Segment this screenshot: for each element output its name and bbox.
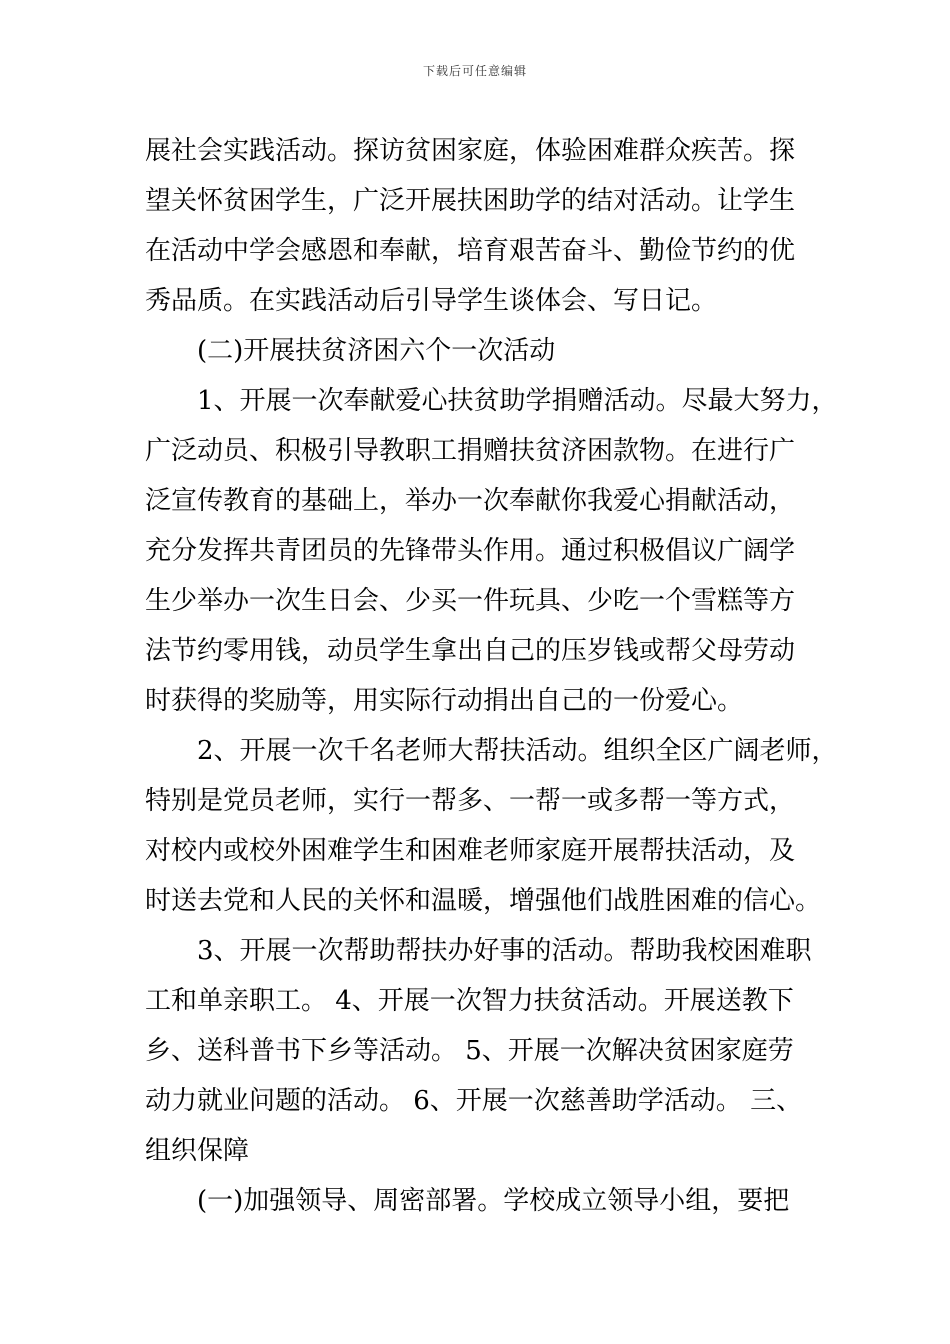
text-line: 特别是党员老师，实行一帮多、一帮一或多帮一等方式， <box>145 786 796 816</box>
text-line: 充分发挥共青团员的先锋带头作用。通过积极倡议广阔学 <box>145 536 796 566</box>
text-line: 泛宣传教育的基础上，举办一次奉献你我爱心捐献活动， <box>145 486 796 516</box>
text-line: 3、开展一次帮助帮扶办好事的活动。帮助我校困难职 <box>197 936 812 966</box>
page-header: 下载后可任意编辑 <box>422 64 527 78</box>
text-line: 生少举办一次生日会、少买一件玩具、少吃一个雪糕等方 <box>145 586 796 616</box>
text-line: 工和单亲职工。 4、开展一次智力扶贫活动。开展送教下 <box>145 986 794 1016</box>
text-line: 在活动中学会感恩和奉献，培育艰苦奋斗、勤俭节约的优 <box>145 236 796 266</box>
text-line: 广泛动员、积极引导教职工捐赠扶贫济困款物。在进行广 <box>145 436 796 466</box>
text-line: 乡、送科普书下乡等活动。 5、开展一次解决贫困家庭劳 <box>145 1036 794 1066</box>
text-line: 1、开展一次奉献爱心扶贫助学捐赠活动。尽最大努力， <box>197 386 838 416</box>
text-line: 望关怀贫困学生，广泛开展扶困助学的结对活动。让学生 <box>145 186 796 216</box>
section-heading: (一)加强领导、周密部署。学校成立领导小组，要把 <box>197 1186 790 1216</box>
text-line: 2、开展一次千名老师大帮扶活动。组织全区广阔老师， <box>197 736 838 766</box>
text-line: 动力就业问题的活动。 6、开展一次慈善助学活动。 三、 <box>145 1086 803 1116</box>
text-line: 时送去党和人民的关怀和温暖，增强他们战胜困难的信心。 <box>145 886 822 916</box>
section-heading: (二)开展扶贫济困六个一次活动 <box>197 336 556 366</box>
text-line: 对校内或校外困难学生和困难老师家庭开展帮扶活动，及 <box>145 836 796 866</box>
text-line: 组织保障 <box>145 1136 250 1166</box>
text-line: 时获得的奖励等，用实际行动捐出自己的一份爱心。 <box>145 686 744 716</box>
document-body <box>145 126 838 1226</box>
text-line: 法节约零用钱，动员学生拿出自己的压岁钱或帮父母劳动 <box>145 636 796 666</box>
text-line: 秀品质。在实践活动后引导学生谈体会、写日记。 <box>145 286 718 316</box>
text-line: 展社会实践活动。探访贫困家庭，体验困难群众疾苦。探 <box>145 136 796 166</box>
